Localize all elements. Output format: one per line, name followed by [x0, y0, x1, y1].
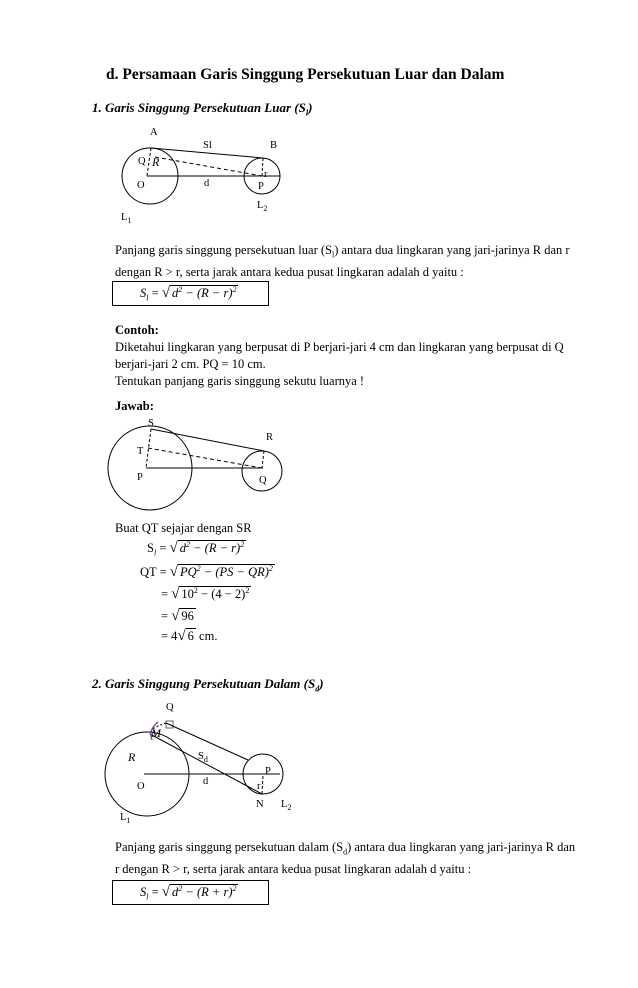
- sqrt-icon: √ $d^2 - (R - r)^2$: [169, 540, 245, 557]
- label-Sd: $S_d$: [198, 751, 208, 765]
- sqrt-icon: √ $d^2 - (R + r)^2$: [161, 884, 237, 901]
- answer-intro: Buat QT sejajar dengan SR: [115, 521, 252, 535]
- label-P2: P: [137, 472, 143, 483]
- step-4: = √ 96: [161, 608, 194, 624]
- label-R2: R: [266, 432, 274, 443]
- example-text: Diketahui lingkaran yang berpusat di P berjari-jari 4 cm dan lingkaran yang berpusat di Q berjari-jari 2 cm. PQ = 10 cm. Tentukan panjang garis singgung sekutu luarnya !: [115, 340, 564, 388]
- formula-outer: $S_l$ = √ $d^2 - (R - r)^2$: [140, 285, 237, 303]
- label-P3: P: [265, 766, 271, 777]
- label-B: B: [270, 140, 278, 151]
- label-Q: Q: [138, 156, 146, 167]
- section2-title: 2. Garis Singgung Persekutuan Dalam $(S_d)$: [92, 676, 324, 694]
- section2-paragraph: Panjang garis singgung persekutuan dalam $(S_d)$ antara dua lingkaran yang jari-jarinya R dan r dengan R > r, serta jarak antara kedua pusat lingkaran adalah d yaitu :: [115, 840, 576, 876]
- label-R: R: [152, 155, 160, 169]
- step-3: = √ $10^2 - (4 - 2)^2$: [161, 586, 250, 603]
- label-r: r: [264, 169, 268, 180]
- label-Sl: Sl: [203, 140, 212, 151]
- label-S: S: [148, 418, 154, 429]
- radius-PN: [262, 776, 263, 794]
- label-A: A: [150, 127, 158, 138]
- section1-paragraph: Panjang garis singgung persekutuan luar $(S_l)$ antara dua lingkaran yang jari-jarinya R dan r dengan R > r, serta jarak antara kedua pusat lingkaran adalah d yaitu :: [115, 243, 570, 279]
- section1-title: 1. Garis Singgung Persekutuan Luar $(S_l)$: [92, 100, 313, 118]
- formula-inner: $S_l$ = √ $d^2 - (R + r)^2$: [140, 884, 237, 902]
- label-Q3: Q: [166, 702, 174, 713]
- label-L2: $L_2$: [257, 200, 268, 214]
- label-L1: $L_1$: [121, 212, 132, 226]
- example-label: Contoh:: [115, 323, 159, 337]
- label-O: O: [137, 180, 145, 191]
- label-R3: R: [128, 750, 136, 764]
- answer-label: Jawab:: [115, 399, 154, 413]
- label-T: T: [137, 446, 144, 457]
- label-Q2: Q: [259, 475, 267, 486]
- label-L2b: $L_2$: [281, 799, 292, 813]
- label-d3: d: [203, 776, 209, 787]
- step-1: $S_l$ = √ $d^2 - (R - r)^2$: [147, 540, 245, 558]
- sqrt-icon: √ $PQ^2 - (PS - QR)^2$: [169, 564, 273, 581]
- label-N: N: [256, 799, 264, 810]
- sqrt-icon: √ $10^2 - (4 - 2)^2$: [171, 586, 250, 603]
- label-P: P: [258, 181, 264, 192]
- page-heading: d. Persamaan Garis Singgung Persekutuan Luar dan Dalam: [106, 66, 505, 83]
- sqrt-icon: √ 6: [177, 628, 194, 644]
- sqrt-icon: √ 96: [171, 608, 194, 624]
- label-O3: O: [137, 781, 145, 792]
- label-d: d: [204, 178, 210, 189]
- label-M: M: [151, 726, 161, 740]
- label-L1b: $L_1$: [120, 812, 131, 826]
- sqrt-icon: √ $d^2 - (R - r)^2$: [161, 285, 237, 302]
- step-2: QT = √ $PQ^2 - (PS - QR)^2$: [140, 564, 273, 581]
- step-5: = 4√ 6 cm.: [161, 628, 218, 644]
- label-r3: r: [257, 781, 261, 792]
